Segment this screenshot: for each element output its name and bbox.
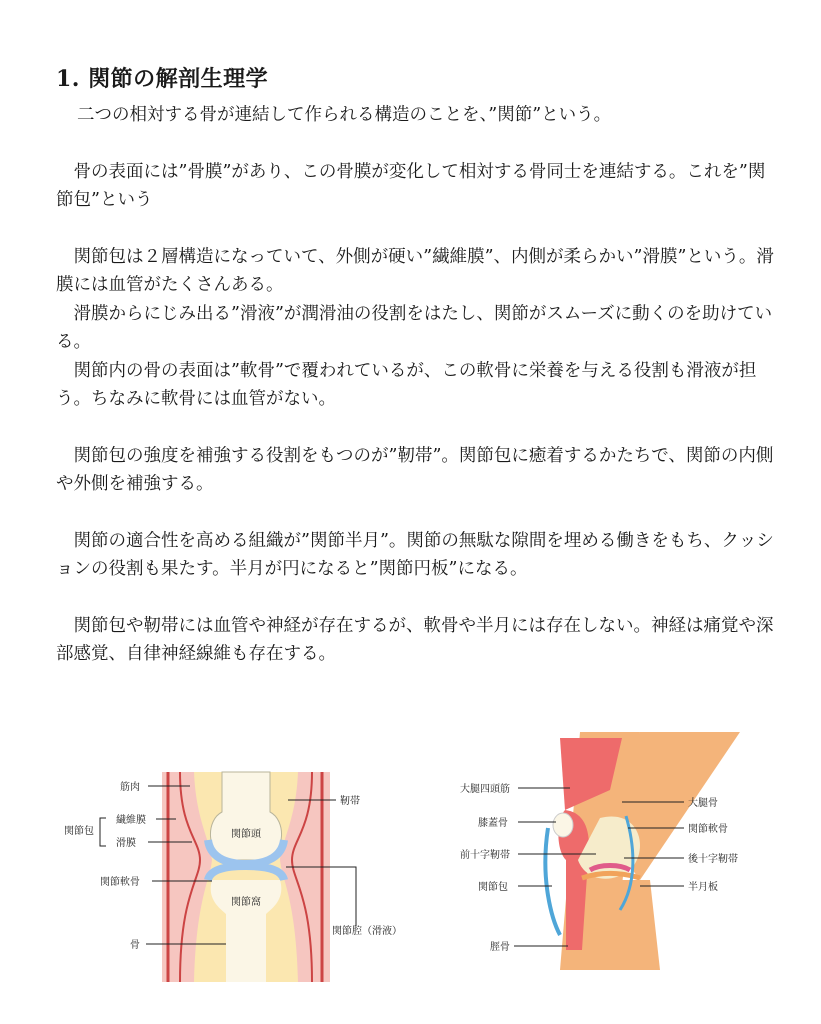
label-tibia: 脛骨 <box>490 942 510 953</box>
document-body <box>56 62 776 697</box>
label-acl: 前十字靭帯 <box>460 850 510 861</box>
label-muscle: 筋肉 <box>120 782 140 793</box>
label-pcl: 後十字靭帯 <box>688 854 738 865</box>
label-bone: 骨 <box>130 940 140 951</box>
paragraph-nerves: 関節包や靭帯には血管や神経が存在するが、軟骨や半月には存在しない。神経は痛覚や深部感覚、自律神経線維も存在する。 <box>56 615 774 664</box>
label-cartilage: 関節軟骨 <box>100 877 140 888</box>
synovial-joint-diagram <box>0 720 821 1000</box>
label-ligament: 靭帯 <box>340 796 360 807</box>
label-knee-capsule: 関節包 <box>478 882 508 893</box>
paragraph-cartilage: 関節内の骨の表面は”軟骨”で覆われているが、この軟骨に栄養を与える役割も滑液が担う。ちなみに軟骨には血管がない。 <box>56 360 757 409</box>
label-cavity: 関節腔（滑液） <box>332 926 402 937</box>
label-head: 関節頭 <box>231 829 261 840</box>
label-fibrous: 繊維膜 <box>116 815 146 826</box>
label-synovial: 滑膜 <box>116 838 136 849</box>
figures <box>0 720 821 1000</box>
paragraph-capsule-layers: 関節包は２層構造になっていて、外側が硬い”繊維膜”、内側が柔らかい”滑膜”という。滑膜には血管がたくさんある。 <box>56 246 774 295</box>
section-title: 1. 関節の解剖生理学 <box>56 66 269 92</box>
paragraph-periosteum: 骨の表面には”骨膜”があり、この骨膜が変化して相対する骨同士を連結する。これを”関節包”という <box>56 161 766 210</box>
paragraph-synovial-fluid: 滑膜からにじみ出る”滑液”が潤滑油の役割をはたし、関節がスムーズに動くのを助けている。 <box>56 303 773 352</box>
label-femur: 大腿骨 <box>688 798 718 809</box>
paragraph-meniscus: 関節の適合性を高める組織が”関節半月”。関節の無駄な隙間を埋める働きをもち、クッションの役割も果たす。半月が円になると”関節円板”になる。 <box>56 530 774 579</box>
paragraph-ligament: 関節包の強度を補強する役割をもつのが”靭帯”。関節包に癒着するかたちで、関節の内側や外側を補強する。 <box>56 445 774 494</box>
label-knee-cartilage: 関節軟骨 <box>688 824 728 835</box>
paragraph-joint-definition: 二つの相対する骨が連結して作られる構造のことを、”関節”という。 <box>77 105 612 125</box>
label-capsule: 関節包 <box>64 826 94 837</box>
label-socket: 関節窩 <box>231 897 261 908</box>
label-patella: 膝蓋骨 <box>478 818 508 829</box>
label-quadriceps: 大腿四頭筋 <box>460 784 510 795</box>
label-meniscus: 半月板 <box>688 882 718 893</box>
